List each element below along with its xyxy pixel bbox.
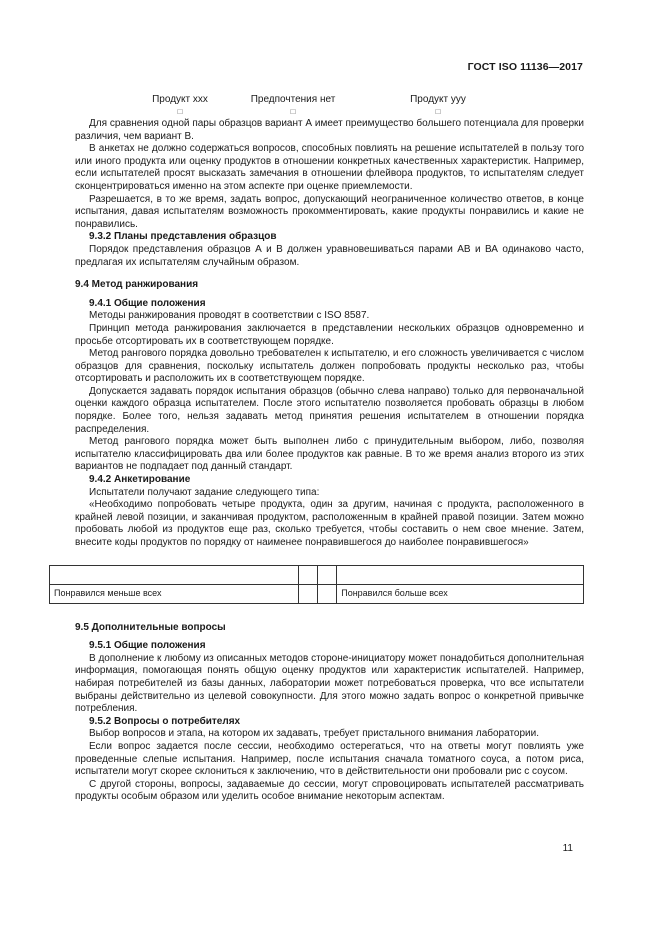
paragraph: Методы ранжирования проводят в соответствии с ISO 8587.: [89, 310, 370, 322]
paragraph: Испытатели получают задание следующего типа:: [89, 486, 320, 498]
option-label: Продукт ууу: [410, 94, 466, 105]
table-cell: [50, 565, 299, 584]
paragraph: Метод рангового порядка довольно требователен к испытателю, и его сложность увеличивается с числом образцов для сравнения, поскольку испытатель должен попробовать продукты несколько раз, чтобы отсортировать и расположить их в соответствующем порядке.: [75, 348, 584, 385]
least-liked-label: Понравился меньше всех: [50, 584, 299, 603]
checkbox-icon: □: [435, 107, 441, 116]
section-heading-9-4-2: 9.4.2 Анкетирование: [89, 474, 191, 486]
preference-options: [0, 94, 661, 118]
paragraph: В анкетах не должно содержаться вопросов, способных повлиять на решение испытателей в пользу того или иного продукта или оценку продуктов в отношении конкретных качественных характеристик. Например, если испытателей просят высказать замечания в отношении флейвора продуктов, то испытателям следует сконцентрироваться именно на этом аспекте при оценке приемлемости.: [75, 143, 584, 192]
checkbox-icon: □: [290, 107, 296, 116]
table-cell: [318, 584, 337, 603]
section-heading-9-5-1: 9.5.1 Общие положения: [89, 640, 206, 652]
table-row: [50, 584, 584, 603]
paragraph: Для сравнения одной пары образцов вариант А имеет преимущество большего потенциала для проверки различия, чем вариант В.: [75, 118, 584, 142]
option-label: Предпочтения нет: [250, 94, 336, 105]
paragraph-quote: «Необходимо попробовать четыре продукта, один за другим, начиная с продукта, расположенного в крайней левой позиции, и заканчивая продуктом, расположенным в крайней правой позиции. Затем можно пробовать любой из продуктов еще раз, сколько требуется, чтобы составить о нем свое мнение. Затем, внесите коды продуктов по порядку от наименее понравившегося до наиболее понравившегося»: [75, 499, 584, 548]
table-cell: [298, 565, 317, 584]
section-heading-9-3-2: 9.3.2 Планы представления образцов: [89, 231, 277, 243]
option-no-preference: [243, 94, 343, 116]
section-heading-9-4-1: 9.4.1 Общие положения: [89, 297, 206, 309]
table-row: [50, 565, 584, 584]
page-number: 11: [562, 843, 573, 854]
option-product-xxx: [140, 94, 220, 116]
paragraph: Метод рангового порядка может быть выполнен либо с принудительным выбором, либо, позволяя испытателю классифицировать два или более продуктов как равные. В то же время анализ второго из этих вариантов не подпадает под данный стандарт.: [75, 436, 584, 473]
table-cell: [337, 565, 584, 584]
paragraph: Порядок представления образцов А и В должен уравновешиваться парами АВ и ВА одинаково часто, предлагая их испытателям случайным образом.: [75, 243, 584, 268]
section-heading-9-5-2: 9.5.2 Вопросы о потребителях: [89, 715, 241, 727]
paragraph: В дополнение к любому из описанных методов стороне-инициатору может понадобиться дополнительная информация, помогающая понять общую оценку продуктов или характеристик испытателей. Например, набирая потребителей из базы данных, лаборатории может потребоваться проверка, что все испытатели выбраны действительно из целевой совокупности. Для этого можно задать вопрос о конкретной привычке потребления.: [75, 652, 584, 715]
section-heading-9-4: 9.4 Метод ранжирования: [75, 279, 199, 291]
paragraph: Разрешается, в то же время, задать вопрос, допускающий неограниченное количество ответов, в конце испытания, давая испытателям возможность прокомментировать, какие продукты понравились и какие не понравились.: [75, 193, 584, 230]
paragraph: Принцип метода ранжирования заключается в представлении нескольких образцов одновременно и просьбе отсортировать их в соответствующем порядке.: [75, 322, 584, 347]
paragraph: Допускается задавать порядок испытания образцов (обычно слева направо) только для первоначальной оценки каждого образца испытателем. После этого испытателю позволяется пробовать образцы в любом порядке. Более того, нельзя задавать метод принятия решения испытателем в отношении порядка распределения.: [75, 385, 584, 435]
table-cell: [298, 584, 317, 603]
paragraph: Выбор вопросов и этапа, на котором их задавать, требует пристального внимания лаборатории.: [89, 728, 540, 740]
paragraph: Если вопрос задается после сессии, необходимо остерегаться, что на ответы могут повлиять уже проведенные слепые испытания. Например, после испытания сначала томатного соуса, а потом риса, испытатели могут скорее склониться к заключению, что в действительности они пробовали рис с соусом.: [75, 740, 584, 778]
option-label: Продукт ххх: [152, 94, 208, 105]
ranking-table: [49, 565, 584, 604]
section-heading-9-5: 9.5 Дополнительные вопросы: [75, 621, 226, 633]
paragraph: С другой стороны, вопросы, задаваемые до сессии, могут спровоцировать испытателей рассматривать продукты особым образом или уделить особое внимание некоторым аспектам.: [75, 778, 584, 803]
document-body: [54, 118, 584, 804]
standard-header: ГОСТ ISO 11136—2017: [467, 61, 583, 73]
option-product-yyy: [398, 94, 478, 116]
checkbox-icon: □: [177, 107, 183, 116]
most-liked-label: Понравился больше всех: [337, 584, 584, 603]
table-cell: [318, 565, 337, 584]
